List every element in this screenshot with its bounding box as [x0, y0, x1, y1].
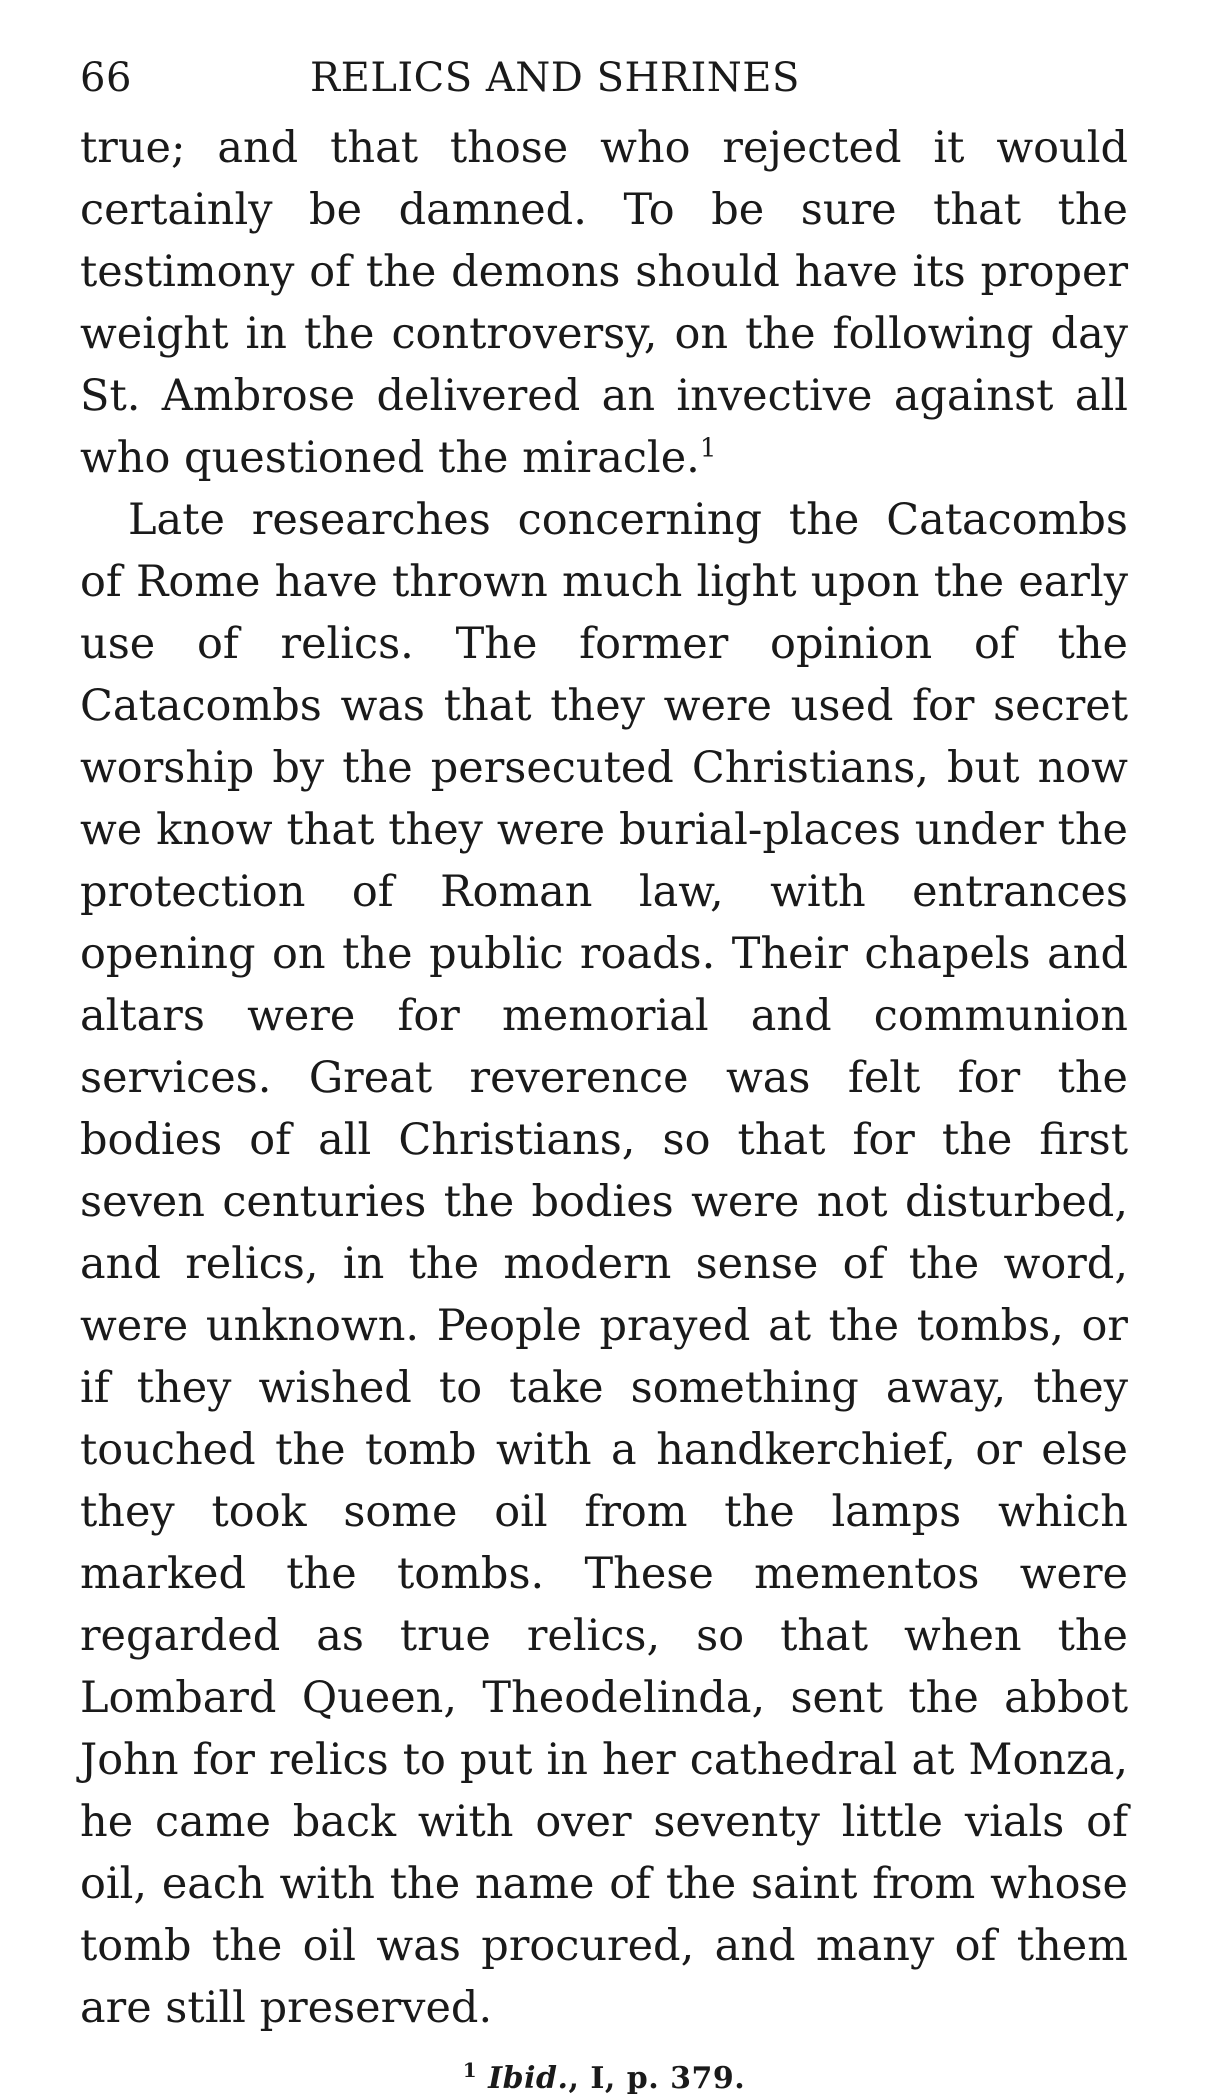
- paragraph-1: [80, 117, 1128, 489]
- footnote-source: Ibid.: [488, 2061, 569, 2096]
- footnote-reference: 1: [699, 433, 717, 464]
- paragraph-2: Late researches concerning the Catacombs of Rome have thrown much light upon the early use of relics. The former opinion of the Catacombs was that they were used for secret worship by the persecuted Christians, but now we know that they were burial-places under the protection of Roman law, with entrances opening on the public roads. Their chapels and altars were for memorial and communion services. Great reverence was felt for the bodies of all Christians, so that for the first seven centuries the bodies were not disturbed, and relics, in the modern sense of the word, were unknown. People prayed at the tombs, or if they wished to take something away, they touched the tomb with a handkerchief, or else they took some oil from the lamps which marked the tombs. These mementos were regarded as true relics, so that when the Lombard Queen, Theodelinda, sent the abbot John for relics to put in her cathedral at Monza, he came back with over seventy little vials of oil, each with the name of the saint from whose tomb the oil was procured, and many of them are still preserved.: [80, 495, 1128, 2033]
- footnote: [80, 2058, 1128, 2096]
- footnote-citation: , I, p. 379.: [568, 2061, 746, 2096]
- running-title: RELICS AND SHRINES: [310, 55, 800, 101]
- page-number: 66: [80, 55, 132, 101]
- footnote-marker: 1: [462, 2058, 478, 2082]
- body-text: [80, 117, 1128, 2039]
- paragraph-1-text: true; and that those who rejected it would certainly be damned. To be sure that the testimony of the demons should have its proper weight in the controversy, on the following day St. Ambrose delivered an invective against all who questioned the miracle.: [80, 123, 1128, 483]
- running-header: [80, 55, 1128, 117]
